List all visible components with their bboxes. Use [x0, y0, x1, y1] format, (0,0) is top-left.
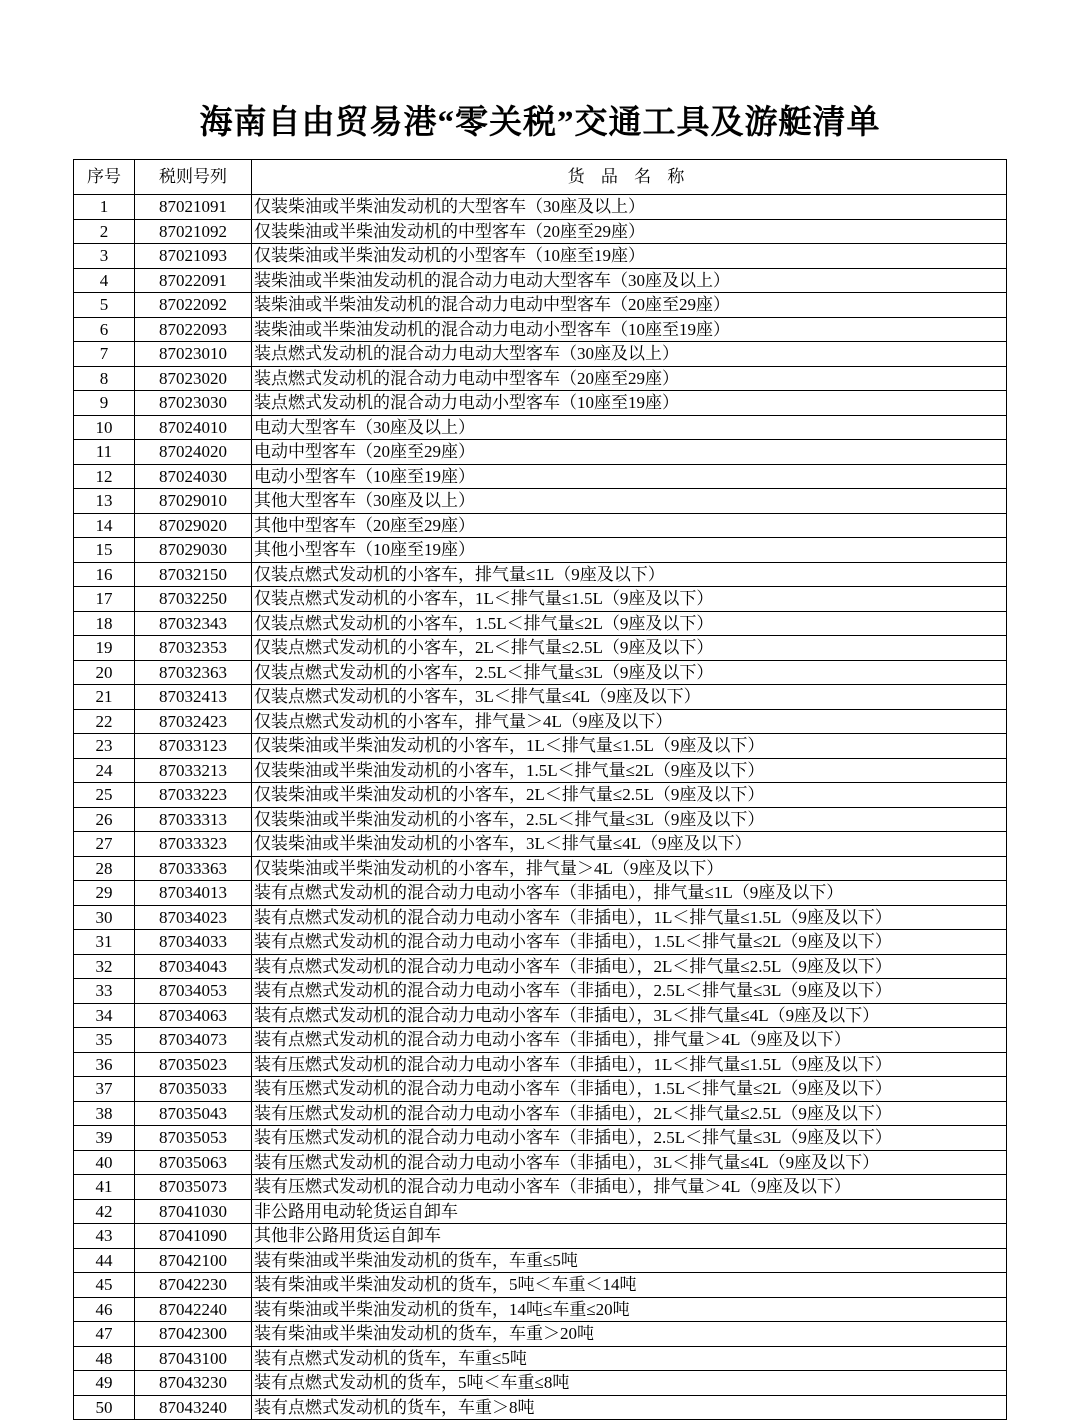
cell-tariff-code: 87034043	[135, 954, 252, 979]
table-row	[74, 1371, 1007, 1396]
table-row	[74, 1101, 1007, 1126]
table-row	[74, 562, 1007, 587]
table-row	[74, 930, 1007, 955]
cell-tariff-code: 87032413	[135, 685, 252, 710]
cell-goods-name: 装柴油或半柴油发动机的混合动力电动小型客车（10座至19座）	[252, 317, 1007, 342]
cell-seq: 5	[74, 293, 135, 318]
table-row	[74, 391, 1007, 416]
cell-goods-name: 仅装柴油或半柴油发动机的大型客车（30座及以上）	[252, 195, 1007, 220]
cell-seq: 19	[74, 636, 135, 661]
cell-goods-name: 仅装柴油或半柴油发动机的小客车，3L＜排气量≤4L（9座及以下）	[252, 832, 1007, 857]
cell-goods-name: 仅装点燃式发动机的小客车，3L＜排气量≤4L（9座及以下）	[252, 685, 1007, 710]
cell-seq: 18	[74, 611, 135, 636]
cell-seq: 16	[74, 562, 135, 587]
cell-goods-name: 其他小型客车（10座至19座）	[252, 538, 1007, 563]
table-row	[74, 660, 1007, 685]
cell-goods-name: 仅装柴油或半柴油发动机的中型客车（20座至29座）	[252, 219, 1007, 244]
cell-goods-name: 仅装点燃式发动机的小客车，1L＜排气量≤1.5L（9座及以下）	[252, 587, 1007, 612]
cell-tariff-code: 87022091	[135, 268, 252, 293]
cell-goods-name: 仅装点燃式发动机的小客车，2L＜排气量≤2.5L（9座及以下）	[252, 636, 1007, 661]
cell-seq: 3	[74, 244, 135, 269]
table-row	[74, 1199, 1007, 1224]
cell-goods-name: 装有点燃式发动机的混合动力电动小客车（非插电），2L＜排气量≤2.5L（9座及以下）	[252, 954, 1007, 979]
cell-seq: 43	[74, 1224, 135, 1249]
cell-goods-name: 装有点燃式发动机的货车，车重＞8吨	[252, 1395, 1007, 1420]
table-row	[74, 832, 1007, 857]
cell-goods-name: 装有点燃式发动机的混合动力电动小客车（非插电），1L＜排气量≤1.5L（9座及以下）	[252, 905, 1007, 930]
cell-goods-name: 装点燃式发动机的混合动力电动中型客车（20座至29座）	[252, 366, 1007, 391]
table-row	[74, 317, 1007, 342]
cell-tariff-code: 87033223	[135, 783, 252, 808]
cell-goods-name: 装有点燃式发动机的货车，5吨＜车重≤8吨	[252, 1371, 1007, 1396]
cell-seq: 41	[74, 1175, 135, 1200]
cell-tariff-code: 87035033	[135, 1077, 252, 1102]
cell-goods-name: 装有柴油或半柴油发动机的货车，车重≤5吨	[252, 1248, 1007, 1273]
table-row	[74, 1273, 1007, 1298]
cell-seq: 9	[74, 391, 135, 416]
cell-goods-name: 装有点燃式发动机的混合动力电动小客车（非插电），2.5L＜排气量≤3L（9座及以下）	[252, 979, 1007, 1004]
table-row	[74, 1052, 1007, 1077]
cell-goods-name: 装有点燃式发动机的混合动力电动小客车（非插电），排气量≤1L（9座及以下）	[252, 881, 1007, 906]
cell-seq: 37	[74, 1077, 135, 1102]
table-row	[74, 513, 1007, 538]
cell-tariff-code: 87022093	[135, 317, 252, 342]
cell-tariff-code: 87032250	[135, 587, 252, 612]
cell-seq: 24	[74, 758, 135, 783]
cell-tariff-code: 87033323	[135, 832, 252, 857]
cell-tariff-code: 87023010	[135, 342, 252, 367]
cell-tariff-code: 87032363	[135, 660, 252, 685]
table-row	[74, 195, 1007, 220]
cell-tariff-code: 87023030	[135, 391, 252, 416]
cell-seq: 1	[74, 195, 135, 220]
cell-goods-name: 装有压燃式发动机的混合动力电动小客车（非插电），2.5L＜排气量≤3L（9座及以下）	[252, 1126, 1007, 1151]
cell-tariff-code: 87043240	[135, 1395, 252, 1420]
table-row	[74, 244, 1007, 269]
table-row	[74, 1028, 1007, 1053]
cell-goods-name: 非公路用电动轮货运自卸车	[252, 1199, 1007, 1224]
cell-tariff-code: 87035073	[135, 1175, 252, 1200]
cell-seq: 6	[74, 317, 135, 342]
cell-seq: 17	[74, 587, 135, 612]
cell-goods-name: 其他中型客车（20座至29座）	[252, 513, 1007, 538]
cell-seq: 34	[74, 1003, 135, 1028]
cell-goods-name: 仅装柴油或半柴油发动机的小型客车（10座至19座）	[252, 244, 1007, 269]
table-row	[74, 342, 1007, 367]
cell-tariff-code: 87033213	[135, 758, 252, 783]
cell-tariff-code: 87042230	[135, 1273, 252, 1298]
cell-goods-name: 电动小型客车（10座至19座）	[252, 464, 1007, 489]
cell-tariff-code: 87024010	[135, 415, 252, 440]
cell-seq: 33	[74, 979, 135, 1004]
cell-tariff-code: 87024020	[135, 440, 252, 465]
cell-goods-name: 装有点燃式发动机的混合动力电动小客车（非插电），3L＜排气量≤4L（9座及以下）	[252, 1003, 1007, 1028]
table-row	[74, 685, 1007, 710]
column-header-code: 税则号列	[135, 160, 252, 195]
cell-goods-name: 装有点燃式发动机的混合动力电动小客车（非插电），排气量＞4L（9座及以下）	[252, 1028, 1007, 1053]
tariff-list-table	[73, 159, 1007, 1420]
cell-seq: 26	[74, 807, 135, 832]
cell-goods-name: 装点燃式发动机的混合动力电动小型客车（10座至19座）	[252, 391, 1007, 416]
cell-seq: 49	[74, 1371, 135, 1396]
cell-tariff-code: 87043100	[135, 1346, 252, 1371]
cell-seq: 29	[74, 881, 135, 906]
cell-goods-name: 仅装柴油或半柴油发动机的小客车，1L＜排气量≤1.5L（9座及以下）	[252, 734, 1007, 759]
table-row	[74, 415, 1007, 440]
cell-seq: 11	[74, 440, 135, 465]
cell-seq: 46	[74, 1297, 135, 1322]
cell-goods-name: 装有柴油或半柴油发动机的货车，5吨＜车重＜14吨	[252, 1273, 1007, 1298]
cell-tariff-code: 87032353	[135, 636, 252, 661]
cell-tariff-code: 87035023	[135, 1052, 252, 1077]
table-row	[74, 734, 1007, 759]
cell-tariff-code: 87021091	[135, 195, 252, 220]
cell-seq: 28	[74, 856, 135, 881]
table-row	[74, 489, 1007, 514]
cell-seq: 12	[74, 464, 135, 489]
cell-seq: 4	[74, 268, 135, 293]
cell-tariff-code: 87021093	[135, 244, 252, 269]
cell-goods-name: 仅装柴油或半柴油发动机的小客车，1.5L＜排气量≤2L（9座及以下）	[252, 758, 1007, 783]
cell-tariff-code: 87033123	[135, 734, 252, 759]
cell-tariff-code: 87021092	[135, 219, 252, 244]
cell-seq: 25	[74, 783, 135, 808]
cell-tariff-code: 87041030	[135, 1199, 252, 1224]
cell-tariff-code: 87034073	[135, 1028, 252, 1053]
cell-tariff-code: 87029020	[135, 513, 252, 538]
cell-tariff-code: 87035043	[135, 1101, 252, 1126]
cell-goods-name: 装有压燃式发动机的混合动力电动小客车（非插电），3L＜排气量≤4L（9座及以下）	[252, 1150, 1007, 1175]
cell-tariff-code: 87042300	[135, 1322, 252, 1347]
cell-tariff-code: 87035063	[135, 1150, 252, 1175]
table-header	[74, 160, 1007, 195]
column-header-name: 货 品 名 称	[252, 160, 1007, 195]
cell-goods-name: 其他大型客车（30座及以上）	[252, 489, 1007, 514]
cell-seq: 22	[74, 709, 135, 734]
cell-seq: 39	[74, 1126, 135, 1151]
cell-tariff-code: 87034053	[135, 979, 252, 1004]
table-row	[74, 1003, 1007, 1028]
table-header-row	[74, 160, 1007, 195]
cell-seq: 14	[74, 513, 135, 538]
cell-tariff-code: 87032423	[135, 709, 252, 734]
cell-seq: 7	[74, 342, 135, 367]
cell-seq: 10	[74, 415, 135, 440]
table-row	[74, 366, 1007, 391]
cell-seq: 31	[74, 930, 135, 955]
cell-goods-name: 仅装柴油或半柴油发动机的小客车，2.5L＜排气量≤3L（9座及以下）	[252, 807, 1007, 832]
table-row	[74, 1346, 1007, 1371]
cell-tariff-code: 87029010	[135, 489, 252, 514]
table-body	[74, 195, 1007, 1420]
table-row	[74, 1150, 1007, 1175]
cell-tariff-code: 87043230	[135, 1371, 252, 1396]
cell-seq: 48	[74, 1346, 135, 1371]
cell-tariff-code: 87032343	[135, 611, 252, 636]
cell-goods-name: 电动中型客车（20座至29座）	[252, 440, 1007, 465]
cell-tariff-code: 87035053	[135, 1126, 252, 1151]
cell-goods-name: 装柴油或半柴油发动机的混合动力电动大型客车（30座及以上）	[252, 268, 1007, 293]
table-row	[74, 293, 1007, 318]
table-row	[74, 758, 1007, 783]
cell-goods-name: 装有压燃式发动机的混合动力电动小客车（非插电），2L＜排气量≤2.5L（9座及以下）	[252, 1101, 1007, 1126]
cell-goods-name: 装有压燃式发动机的混合动力电动小客车（非插电），1L＜排气量≤1.5L（9座及以下）	[252, 1052, 1007, 1077]
cell-tariff-code: 87033313	[135, 807, 252, 832]
table-row	[74, 905, 1007, 930]
table-row	[74, 783, 1007, 808]
table-row	[74, 807, 1007, 832]
cell-tariff-code: 87034023	[135, 905, 252, 930]
cell-seq: 36	[74, 1052, 135, 1077]
cell-goods-name: 装有柴油或半柴油发动机的货车，14吨≤车重≤20吨	[252, 1297, 1007, 1322]
cell-seq: 27	[74, 832, 135, 857]
cell-goods-name: 仅装柴油或半柴油发动机的小客车，2L＜排气量≤2.5L（9座及以下）	[252, 783, 1007, 808]
cell-tariff-code: 87024030	[135, 464, 252, 489]
cell-seq: 35	[74, 1028, 135, 1053]
table-row	[74, 1248, 1007, 1273]
table-row	[74, 1224, 1007, 1249]
table-row	[74, 538, 1007, 563]
cell-tariff-code: 87034063	[135, 1003, 252, 1028]
cell-goods-name: 电动大型客车（30座及以上）	[252, 415, 1007, 440]
cell-goods-name: 仅装点燃式发动机的小客车，2.5L＜排气量≤3L（9座及以下）	[252, 660, 1007, 685]
cell-goods-name: 装有压燃式发动机的混合动力电动小客车（非插电），1.5L＜排气量≤2L（9座及以下）	[252, 1077, 1007, 1102]
cell-seq: 13	[74, 489, 135, 514]
table-row	[74, 268, 1007, 293]
cell-seq: 50	[74, 1395, 135, 1420]
cell-tariff-code: 87042240	[135, 1297, 252, 1322]
cell-seq: 45	[74, 1273, 135, 1298]
cell-tariff-code: 87032150	[135, 562, 252, 587]
table-row	[74, 856, 1007, 881]
cell-tariff-code: 87023020	[135, 366, 252, 391]
table-row	[74, 1297, 1007, 1322]
cell-goods-name: 仅装点燃式发动机的小客车，排气量＞4L（9座及以下）	[252, 709, 1007, 734]
cell-tariff-code: 87033363	[135, 856, 252, 881]
cell-seq: 47	[74, 1322, 135, 1347]
cell-seq: 44	[74, 1248, 135, 1273]
cell-goods-name: 装点燃式发动机的混合动力电动大型客车（30座及以上）	[252, 342, 1007, 367]
cell-seq: 23	[74, 734, 135, 759]
table-row	[74, 979, 1007, 1004]
cell-seq: 8	[74, 366, 135, 391]
table-row	[74, 1395, 1007, 1420]
cell-goods-name: 装有压燃式发动机的混合动力电动小客车（非插电），排气量＞4L（9座及以下）	[252, 1175, 1007, 1200]
table-row	[74, 1077, 1007, 1102]
cell-goods-name: 装柴油或半柴油发动机的混合动力电动中型客车（20座至29座）	[252, 293, 1007, 318]
cell-goods-name: 装有柴油或半柴油发动机的货车，车重＞20吨	[252, 1322, 1007, 1347]
table-row	[74, 587, 1007, 612]
table-row	[74, 440, 1007, 465]
cell-seq: 42	[74, 1199, 135, 1224]
cell-goods-name: 装有点燃式发动机的混合动力电动小客车（非插电），1.5L＜排气量≤2L（9座及以下）	[252, 930, 1007, 955]
table-row	[74, 464, 1007, 489]
cell-tariff-code: 87034013	[135, 881, 252, 906]
cell-seq: 2	[74, 219, 135, 244]
table-row	[74, 709, 1007, 734]
table-row	[74, 954, 1007, 979]
cell-seq: 20	[74, 660, 135, 685]
table-row	[74, 219, 1007, 244]
table-row	[74, 1322, 1007, 1347]
cell-tariff-code: 87029030	[135, 538, 252, 563]
cell-tariff-code: 87034033	[135, 930, 252, 955]
cell-tariff-code: 87041090	[135, 1224, 252, 1249]
cell-goods-name: 装有点燃式发动机的货车，车重≤5吨	[252, 1346, 1007, 1371]
cell-seq: 32	[74, 954, 135, 979]
cell-seq: 30	[74, 905, 135, 930]
cell-seq: 21	[74, 685, 135, 710]
cell-tariff-code: 87042100	[135, 1248, 252, 1273]
table-row	[74, 881, 1007, 906]
cell-goods-name: 其他非公路用货运自卸车	[252, 1224, 1007, 1249]
table-row	[74, 1175, 1007, 1200]
column-header-seq: 序号	[74, 160, 135, 195]
cell-seq: 38	[74, 1101, 135, 1126]
table-row	[74, 636, 1007, 661]
cell-tariff-code: 87022092	[135, 293, 252, 318]
table-row	[74, 1126, 1007, 1151]
cell-goods-name: 仅装点燃式发动机的小客车，1.5L＜排气量≤2L（9座及以下）	[252, 611, 1007, 636]
cell-seq: 15	[74, 538, 135, 563]
cell-goods-name: 仅装柴油或半柴油发动机的小客车，排气量＞4L（9座及以下）	[252, 856, 1007, 881]
page-title: 海南自由贸易港“零关税”交通工具及游艇清单	[199, 105, 881, 141]
cell-seq: 40	[74, 1150, 135, 1175]
table-row	[74, 611, 1007, 636]
cell-goods-name: 仅装点燃式发动机的小客车，排气量≤1L（9座及以下）	[252, 562, 1007, 587]
